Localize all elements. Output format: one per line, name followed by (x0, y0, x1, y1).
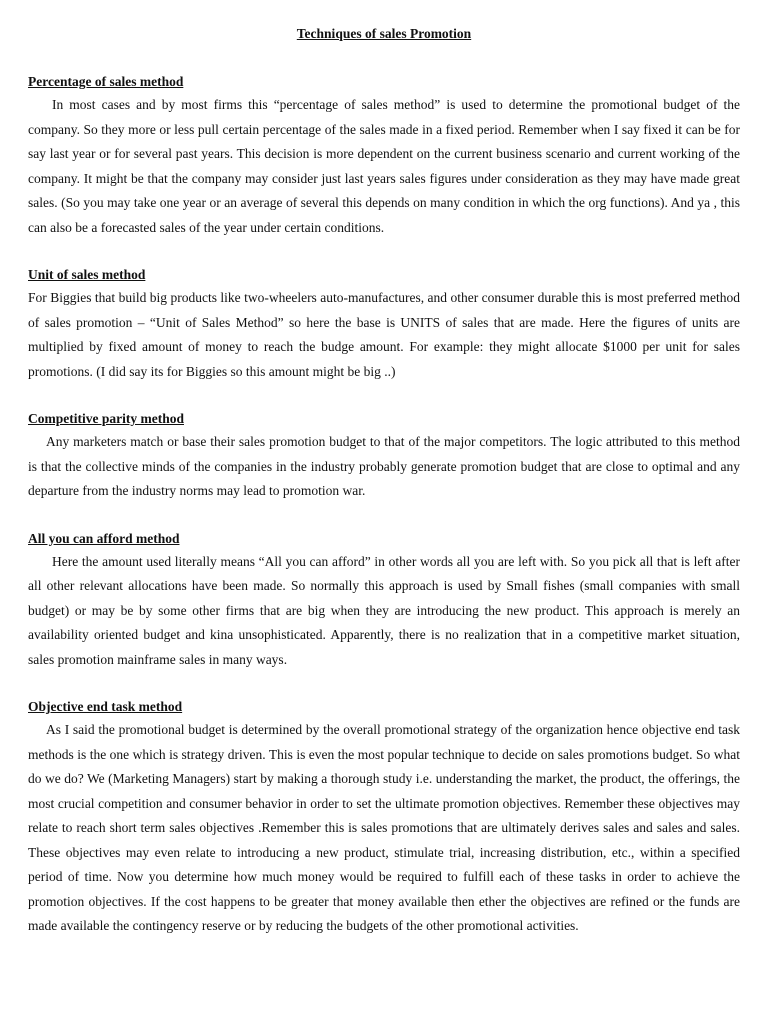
section-heading: All you can afford method (28, 530, 180, 546)
section-unit-of-sales (28, 265, 740, 384)
section-body: As I said the promotional budget is determined by the overall promotional strategy of the organization hence objective end task methods is the one which is strategy driven. This is even the most popular technique to decide on sales promotions budget. So what do we do? We (Marketing Managers) start by making a thorough study i.e. understanding the market, the product, the offerings, the most crucial competition and consumer behavior in order to set the ultimate promotion objectives. Remember these objectives may relate to reach short term sales objectives .Remember this is sales promotions that are ultimately derives sales and sales and sales. These objectives may even relate to introducing a new product, stimulate trial, increasing distribution, etc., within a specified period of time. Now you determine how much money would be required to fulfill each of these tasks in order to achieve the promotion objectives. If the cost happens to be greater that money available then ether the objectives are refined or the funds are made available the contingency reserve or by reducing the budgets of the other promotional activities. (28, 722, 740, 933)
section-body: Any marketers match or base their sales promotion budget to that of the major competitors. The logic attributed to this method is that the collective minds of the companies in the industry probably generate promotion budget that are close to optimal and any departure from the industry norms may lead to promotion war. (28, 434, 740, 498)
section-all-you-can-afford (28, 529, 740, 673)
section-percentage-of-sales (28, 72, 740, 240)
section-competitive-parity (28, 409, 740, 504)
section-body: For Biggies that build big products like two-wheelers auto-manufactures, and other consumer durable this is most preferred method of sales promotion – “Unit of Sales Method” so here the base is UNITS of sales that are made. Here the figures of units are multiplied by fixed amount of money to reach the budge amount. For example: they might allocate $1000 per unit for sales promotions. (I did say its for Biggies so this amount might be big ..) (28, 290, 740, 379)
section-heading: Objective end task method (28, 699, 183, 714)
section-heading: Percentage of sales method (28, 74, 184, 89)
section-heading: Unit of sales method (28, 267, 146, 282)
document-title: Techniques of sales Promotion (296, 26, 472, 41)
section-heading: Competitive parity method (28, 411, 184, 426)
section-objective-end-task (28, 697, 740, 939)
section-body: In most cases and by most firms this “percentage of sales method” is used to determine the promotional budget of the company. So they more or less pull certain percentage of the sales made in a fixed period. Remember when I say fixed it can be for say last year or for several past years. This decision is more dependent on the current business scenario and current working of the company. It might be that the company may consider just last years sales figures under consideration as they may have made great sales. (So you may take one year or an average of several this depends on many condition in which the org functions). And ya , this can also be a forecasted sales of the year under certain conditions. (28, 97, 740, 235)
section-body: Here the amount used literally means “All you can afford” in other words all you are left with. So you pick all that is left after all other relevant allocations have been made. So normally this approach is used by Small fishes (small companies with small budget) or may be by some other firms that are big when they are introducing the new product. This approach is merely an availability oriented budget and kina unsophisticated. Apparently, there is no realization that in a competitive market situation, sales promotion mainframe sales in many ways. (28, 553, 740, 667)
